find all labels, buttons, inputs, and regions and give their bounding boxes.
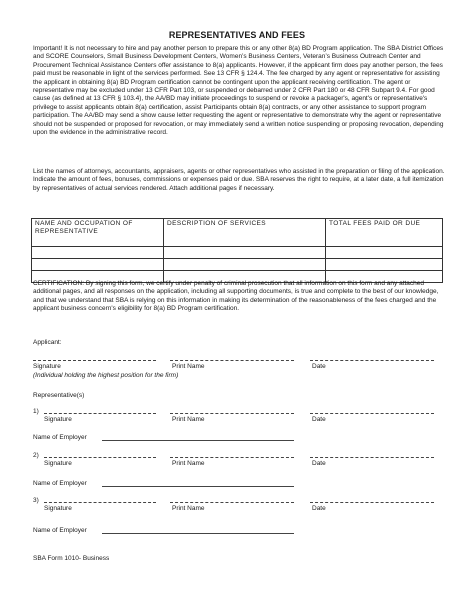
employer-label: Name of Employer: [33, 434, 87, 441]
header-name-occupation: NAME AND OCCUPATION OF REPRESENTATIVE: [32, 219, 164, 247]
important-notice: Important! It is not necessary to hire and pay another person to prepare this or any other 8(a) BD Program application. The SBA District Offices and SCORE Counselors, Small Business Development Centers, Women’s Business Centers, Veteran’s Business Outreach Center and Procurement Technical Assistance Centers offer assistance to 8(a) applicants. However, if the applicant firm does pay another person, the fees paid must be reasonable in light of the services performed. See 13 CFR § 124.4. The fee charged by any agent or representative for assisting the applicant in obtaining 8(a) BD Program certification cannot be contingent upon the applicant receiving certification. The agent or representative may be excluded under 13 CFR Part 103, or suspended or debarred under 2 CFR Part 180 or 48 CFR Subpart 9.4. For good cause (as defined at 13 CFR § 103.4), the AA/BD may initiate proceedings to suspend or revoke a packager's, agent's or representative's privilege to assist applicants obtain 8(a) certification, assist Participants obtain 8(a) contracts, or any other assistance to support program participation. The AA/BD may send a show cause letter requesting the agent or representative to demonstrate why the agent or representative should not be suspended or proposed for revocation, or may immediately send a written notice suspending or proposing revocation, depending upon the evidence in the administrative record.: [33, 45, 444, 137]
fees-table-header: [32, 219, 443, 247]
rep2-signature-line[interactable]: [44, 457, 156, 458]
table-cell[interactable]: [164, 247, 326, 259]
list-instructions: List the names of attorneys, accountants, appraisers, agents or other representatives who assisted in the preparation or filing of the application. Indicate the amount of fees, bonuses, commissions or expenses paid or due. SBA reserves the right to require, at a later date, a full itemization by representatives of actual services rendered. Attach additional pages if necessary.: [33, 168, 445, 192]
date-label: Date: [312, 363, 326, 370]
rep1-employer-line[interactable]: [102, 440, 294, 441]
table-row: [32, 247, 443, 259]
header-total-fees: TOTAL FEES PAID OR DUE: [326, 219, 443, 247]
header-description: DESCRIPTION OF SERVICES: [164, 219, 326, 247]
signature-label: Signature: [44, 460, 72, 467]
table-row: [32, 259, 443, 271]
rep2-employer-line[interactable]: [102, 486, 294, 487]
date-label: Date: [312, 460, 326, 467]
signature-label: Signature: [44, 505, 72, 512]
rep2-print-name-line[interactable]: [170, 457, 294, 458]
rep-number-2: 2): [33, 452, 39, 459]
date-label: Date: [312, 416, 326, 423]
rep1-signature-line[interactable]: [44, 413, 156, 414]
form-title: REPRESENTATIVES AND FEES: [168, 30, 306, 40]
employer-label: Name of Employer: [33, 480, 87, 487]
form-footer: SBA Form 1010- Business: [33, 555, 110, 562]
rep3-employer-line[interactable]: [102, 533, 294, 534]
representatives-label: Representative(s): [33, 392, 85, 399]
print-name-label: Print Name: [172, 460, 205, 467]
rep-number-3: 3): [33, 497, 39, 504]
print-name-label: Print Name: [172, 416, 205, 423]
rep3-print-name-line[interactable]: [170, 502, 294, 503]
applicant-signature-line[interactable]: [33, 360, 156, 361]
date-label: Date: [312, 505, 326, 512]
fees-table: [31, 218, 443, 283]
table-cell[interactable]: [326, 247, 443, 259]
rep1-date-line[interactable]: [310, 413, 434, 414]
applicant-label: Applicant:: [33, 339, 62, 346]
signature-label: Signature: [33, 363, 61, 370]
rep3-signature-line[interactable]: [44, 502, 156, 503]
table-cell[interactable]: [32, 247, 164, 259]
rep3-date-line[interactable]: [310, 502, 434, 503]
certification-text: CERTIFICATION: By signing this form, we certify under penalty of criminal prosecution that all information on this form and any attached additional pages, and all responses on the application, including all supporting documents, is true and complete to the best of our knowledge, and that we understand that SBA is relying on this information in making its determination of the reasonableness of the fees charged and the applicant business concern's eligibility for 8(a) BD Program certification.: [33, 280, 439, 313]
table-cell[interactable]: [164, 259, 326, 271]
print-name-label: Print Name: [172, 505, 205, 512]
rep-number-1: 1): [33, 408, 39, 415]
table-cell[interactable]: [326, 259, 443, 271]
applicant-date-line[interactable]: [310, 360, 434, 361]
applicant-note: (Individual holding the highest position for the firm): [33, 372, 179, 379]
rep2-date-line[interactable]: [310, 457, 434, 458]
employer-label: Name of Employer: [33, 527, 87, 534]
rep1-print-name-line[interactable]: [170, 413, 294, 414]
print-name-label: Print Name: [172, 363, 205, 370]
signature-label: Signature: [44, 416, 72, 423]
applicant-print-name-line[interactable]: [170, 360, 294, 361]
table-cell[interactable]: [32, 259, 164, 271]
